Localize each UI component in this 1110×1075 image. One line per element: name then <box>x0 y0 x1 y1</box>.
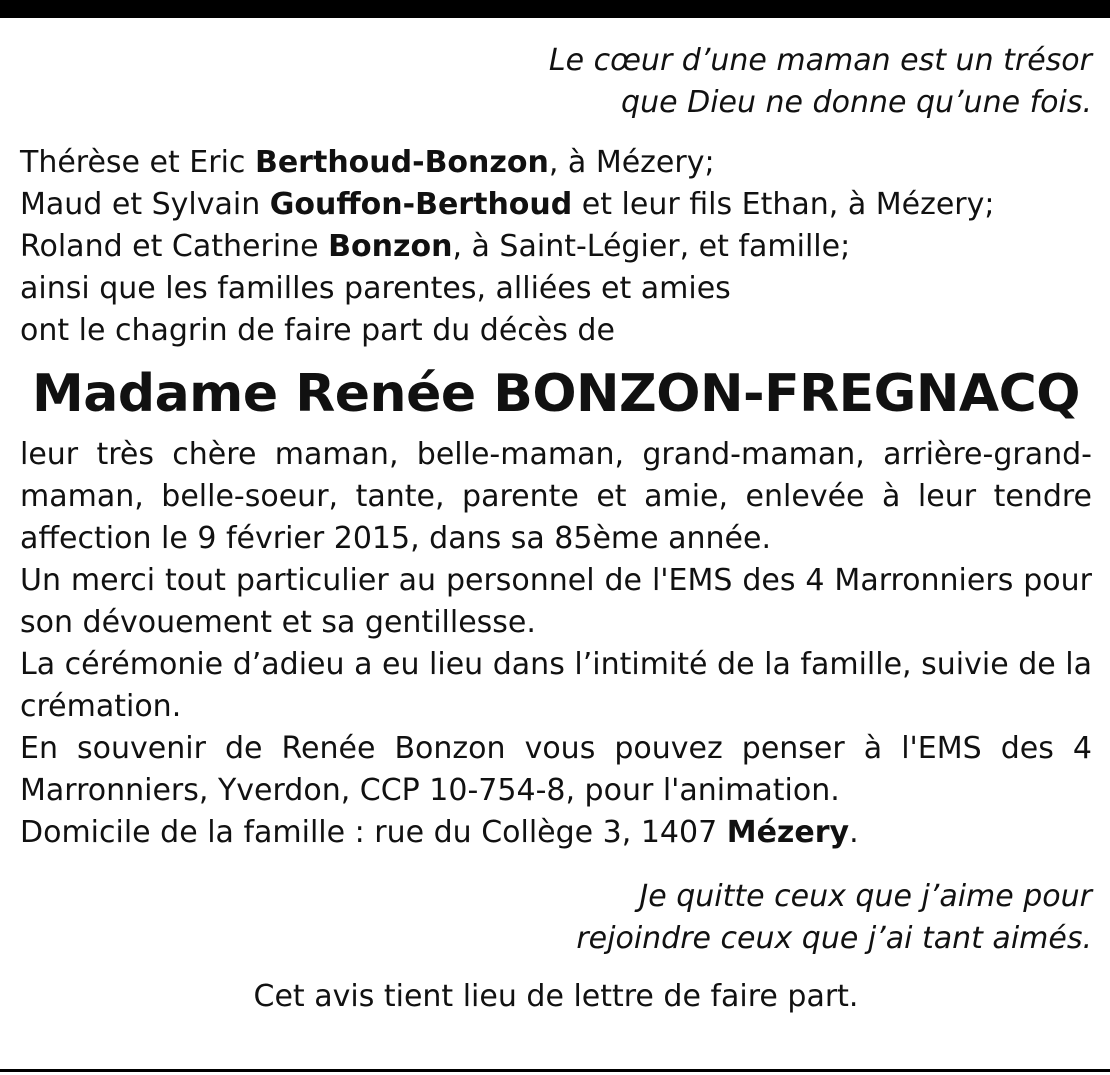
paragraph-ceremony: La cérémonie d’adieu a eu lieu dans l’intimité de la famille, suivie de la crémation. <box>20 647 1092 724</box>
domicile-suffix: . <box>849 815 859 850</box>
family-line-1 <box>20 142 1092 184</box>
bottom-border-rule <box>0 1069 1110 1072</box>
family-list <box>20 142 1092 352</box>
closing-quote <box>20 876 1092 960</box>
deceased-name: Madame Renée BONZON-FREGNACQ <box>32 364 1080 424</box>
family-line-2-suffix: et leur fils Ethan, à Mézery; <box>572 187 995 222</box>
paragraph-tribute: leur très chère maman, belle-maman, grand-maman, arrière-grand-maman, belle-soeur, tante, parente et amie, enlevée à leur tendre affection le 9 février 2015, dans sa 85ème année. <box>20 437 1092 556</box>
epigraph <box>20 40 1092 124</box>
family-line-1-suffix: , à Mézery; <box>548 145 715 180</box>
notice-body <box>20 434 1092 812</box>
family-line-3-surname: Bonzon <box>328 229 453 264</box>
epigraph-line-2: que Dieu ne donne qu’une fois. <box>621 85 1092 120</box>
top-border-rule <box>0 0 1110 18</box>
family-line-3-prefix: Roland et Catherine <box>20 229 329 264</box>
paragraph-donation: En souvenir de Renée Bonzon vous pouvez penser à l'EMS des 4 Marronniers, Yverdon, CCP 10-754-8, pour l'animation. <box>20 731 1092 808</box>
family-line-1-surname: Berthoud-Bonzon <box>254 145 549 180</box>
closing-quote-line-1: Je quitte ceux que j’aime pour <box>639 879 1092 914</box>
closing-quote-line-2: rejoindre ceux que j’ai tant aimés. <box>576 921 1092 956</box>
footer-note: Cet avis tient lieu de lettre de faire part. <box>253 979 859 1014</box>
domicile-town: Mézery <box>726 815 850 850</box>
epigraph-line-1: Le cœur d’une maman est un trésor <box>548 43 1092 78</box>
family-line-2 <box>20 184 1092 226</box>
obituary-notice <box>20 40 1092 1018</box>
domicile-prefix: Domicile de la famille : rue du Collège 3, 1407 <box>20 815 727 850</box>
family-line-2-surname: Gouffon-Berthoud <box>269 187 573 222</box>
family-line-1-prefix: Thérèse et Eric <box>20 145 255 180</box>
family-line-3 <box>20 226 1092 268</box>
family-line-3-suffix: , à Saint-Légier, et famille; <box>452 229 851 264</box>
family-line-2-prefix: Maud et Sylvain <box>20 187 270 222</box>
paragraph-thanks: Un merci tout particulier au personnel de l'EMS des 4 Marronniers pour son dévouement et sa gentillesse. <box>20 563 1092 640</box>
announcement-line: ont le chagrin de faire part du décès de <box>20 313 615 348</box>
relatives-line: ainsi que les familles parentes, alliées et amies <box>20 271 731 306</box>
domicile-line <box>20 812 1092 854</box>
